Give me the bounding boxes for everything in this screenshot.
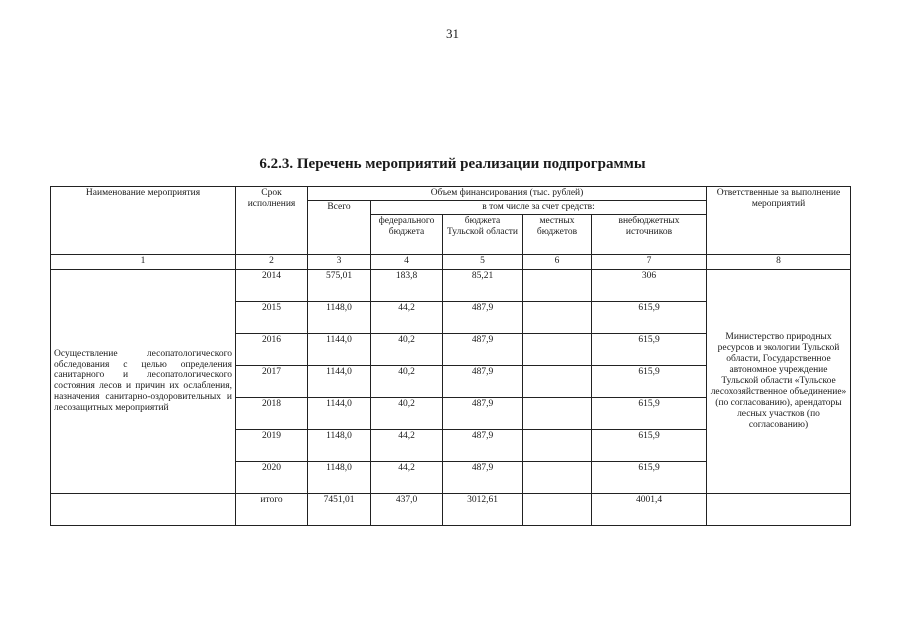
regional-cell: 85,21 <box>443 269 523 301</box>
column-number: 2 <box>236 254 308 269</box>
extra-cell: 615,9 <box>592 301 707 333</box>
header-term: Срок исполнения <box>236 187 308 255</box>
regional-cell: 487,9 <box>443 333 523 365</box>
local-cell <box>523 429 592 461</box>
total-cell: 1144,0 <box>308 397 371 429</box>
year-cell: 2017 <box>236 365 308 397</box>
federal-cell: 44,2 <box>371 301 443 333</box>
empty-cell <box>707 493 851 525</box>
year-cell: 2018 <box>236 397 308 429</box>
local-cell <box>523 461 592 493</box>
column-number: 5 <box>443 254 523 269</box>
event-name: Осуществление лесопатологического обследования с целью определения санитарного и лесопатологического состояния лесов и причин их ослабления, назначения санитарно-оздоровительных и лесозащитных мероприятий <box>51 269 236 493</box>
responsible-cell: Министерство природных ресурсов и экологии Тульской области, Государственное автономное учреждение Тульской области «Тульское лесохозяйственное объединение» (по согласованию), арендаторы лесных участков (по согласованию) <box>707 269 851 493</box>
header-federal: федерального бюджета <box>371 214 443 254</box>
total-cell: 1148,0 <box>308 429 371 461</box>
total-cell: 1148,0 <box>308 301 371 333</box>
extra-cell: 4001,4 <box>592 493 707 525</box>
total-cell: 1144,0 <box>308 333 371 365</box>
column-number: 6 <box>523 254 592 269</box>
empty-cell <box>51 493 236 525</box>
activities-table <box>50 186 851 526</box>
header-financing: Объем финансирования (тыс. рублей) <box>308 187 707 201</box>
regional-cell: 487,9 <box>443 429 523 461</box>
regional-cell: 3012,61 <box>443 493 523 525</box>
total-cell: 1148,0 <box>308 461 371 493</box>
column-number: 8 <box>707 254 851 269</box>
year-cell: итого <box>236 493 308 525</box>
extra-cell: 306 <box>592 269 707 301</box>
column-numbers-row <box>51 254 851 269</box>
header-including: в том числе за счет средств: <box>371 200 707 214</box>
page-number: 31 <box>446 26 459 41</box>
federal-cell: 44,2 <box>371 429 443 461</box>
header-name: Наименование мероприятия <box>51 187 236 255</box>
year-cell: 2015 <box>236 301 308 333</box>
local-cell <box>523 269 592 301</box>
extra-cell: 615,9 <box>592 397 707 429</box>
local-cell <box>523 333 592 365</box>
column-number: 1 <box>51 254 236 269</box>
extra-cell: 615,9 <box>592 365 707 397</box>
column-number: 7 <box>592 254 707 269</box>
federal-cell: 40,2 <box>371 397 443 429</box>
year-cell: 2016 <box>236 333 308 365</box>
header-local: местных бюджетов <box>523 214 592 254</box>
year-cell: 2014 <box>236 269 308 301</box>
year-cell: 2019 <box>236 429 308 461</box>
federal-cell: 437,0 <box>371 493 443 525</box>
regional-cell: 487,9 <box>443 365 523 397</box>
column-number: 3 <box>308 254 371 269</box>
column-number: 4 <box>371 254 443 269</box>
regional-cell: 487,9 <box>443 301 523 333</box>
federal-cell: 40,2 <box>371 365 443 397</box>
header-regional: бюджета Тульской области <box>443 214 523 254</box>
regional-cell: 487,9 <box>443 461 523 493</box>
total-row <box>51 493 851 525</box>
total-cell: 1144,0 <box>308 365 371 397</box>
header-total: Всего <box>308 200 371 254</box>
local-cell <box>523 493 592 525</box>
section-title: 6.2.3. Перечень мероприятий реализации подпрограммы <box>259 156 646 172</box>
header-row-1 <box>51 187 851 201</box>
extra-cell: 615,9 <box>592 333 707 365</box>
extra-cell: 615,9 <box>592 429 707 461</box>
total-cell: 7451,01 <box>308 493 371 525</box>
header-extra: внебюджетных источников <box>592 214 707 254</box>
year-cell: 2020 <box>236 461 308 493</box>
regional-cell: 487,9 <box>443 397 523 429</box>
extra-cell: 615,9 <box>592 461 707 493</box>
local-cell <box>523 365 592 397</box>
local-cell <box>523 397 592 429</box>
federal-cell: 44,2 <box>371 461 443 493</box>
federal-cell: 183,8 <box>371 269 443 301</box>
total-cell: 575,01 <box>308 269 371 301</box>
federal-cell: 40,2 <box>371 333 443 365</box>
table-row <box>51 269 851 301</box>
local-cell <box>523 301 592 333</box>
header-responsible: Ответственные за выполнение мероприятий <box>707 187 851 255</box>
